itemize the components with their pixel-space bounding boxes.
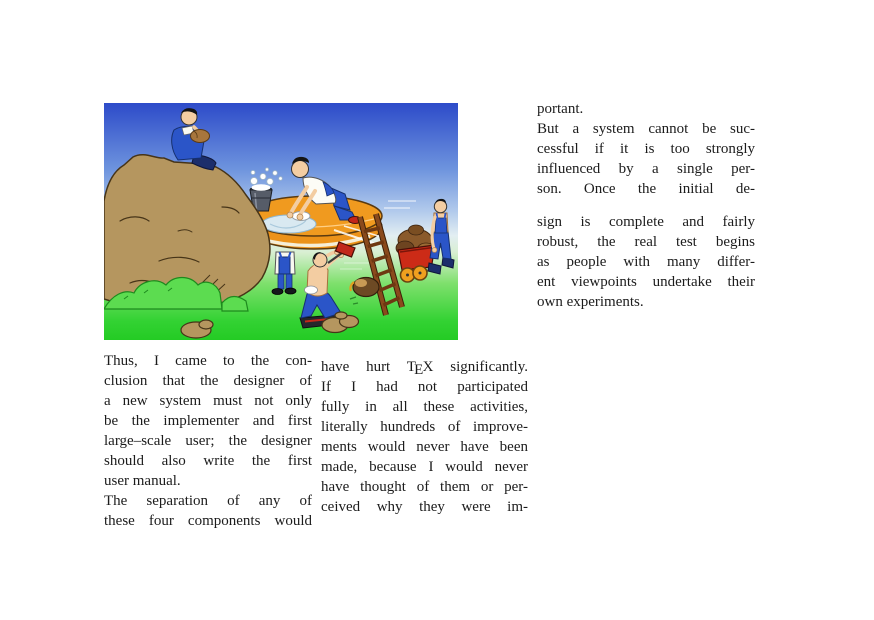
text-line-tex-logo bbox=[321, 357, 528, 377]
text-line: sign is complete and fairly bbox=[537, 214, 755, 230]
text-line: robust, the real test begins bbox=[537, 234, 755, 250]
text-line: portant. bbox=[537, 101, 584, 117]
text-line: literally hundreds of improve- bbox=[321, 419, 528, 435]
text-line: have thought of them or per- bbox=[321, 479, 528, 495]
text-line: But a system cannot be suc- bbox=[537, 121, 755, 137]
tex-line-pre: have hurt T bbox=[321, 359, 416, 375]
text-line: own experiments. bbox=[537, 294, 644, 310]
text-line: fully in all these activities, bbox=[321, 399, 528, 415]
text-line: cessful if it is too strongly bbox=[537, 141, 755, 157]
text-line: as people with many differ- bbox=[537, 254, 755, 270]
text-line: ceived why they were im- bbox=[321, 499, 528, 515]
text-line: son. Once the initial de- bbox=[537, 181, 755, 197]
text-column-right bbox=[537, 99, 755, 312]
text-line: Thus, I came to the con- bbox=[104, 353, 312, 369]
tex-line-post: X significantly. bbox=[422, 359, 528, 375]
text-line: ments would never have been bbox=[321, 439, 528, 455]
text-line: clusion that the designer of bbox=[104, 373, 312, 389]
text-line: made, because I would never bbox=[321, 459, 528, 475]
text-line: large–scale user; the designer bbox=[104, 433, 312, 449]
text-line: should also write the first bbox=[104, 453, 312, 469]
text-line: a new system must not only bbox=[104, 393, 312, 409]
text-line: The separation of any of bbox=[104, 493, 312, 509]
text-column-left bbox=[104, 351, 312, 531]
tex-logo-lowered-e: E bbox=[414, 362, 424, 379]
text-column-middle bbox=[321, 357, 528, 517]
text-line: user manual. bbox=[104, 473, 181, 489]
text-line: If I had not participated bbox=[321, 379, 528, 395]
cartoon-illustration bbox=[104, 103, 458, 340]
text-line: these four components would bbox=[104, 513, 312, 529]
text-line: influenced by a single per- bbox=[537, 161, 755, 177]
text-line: ent viewpoints undertake their bbox=[537, 274, 755, 290]
sandwich bbox=[191, 130, 210, 143]
text-line: be the implementer and first bbox=[104, 413, 312, 429]
